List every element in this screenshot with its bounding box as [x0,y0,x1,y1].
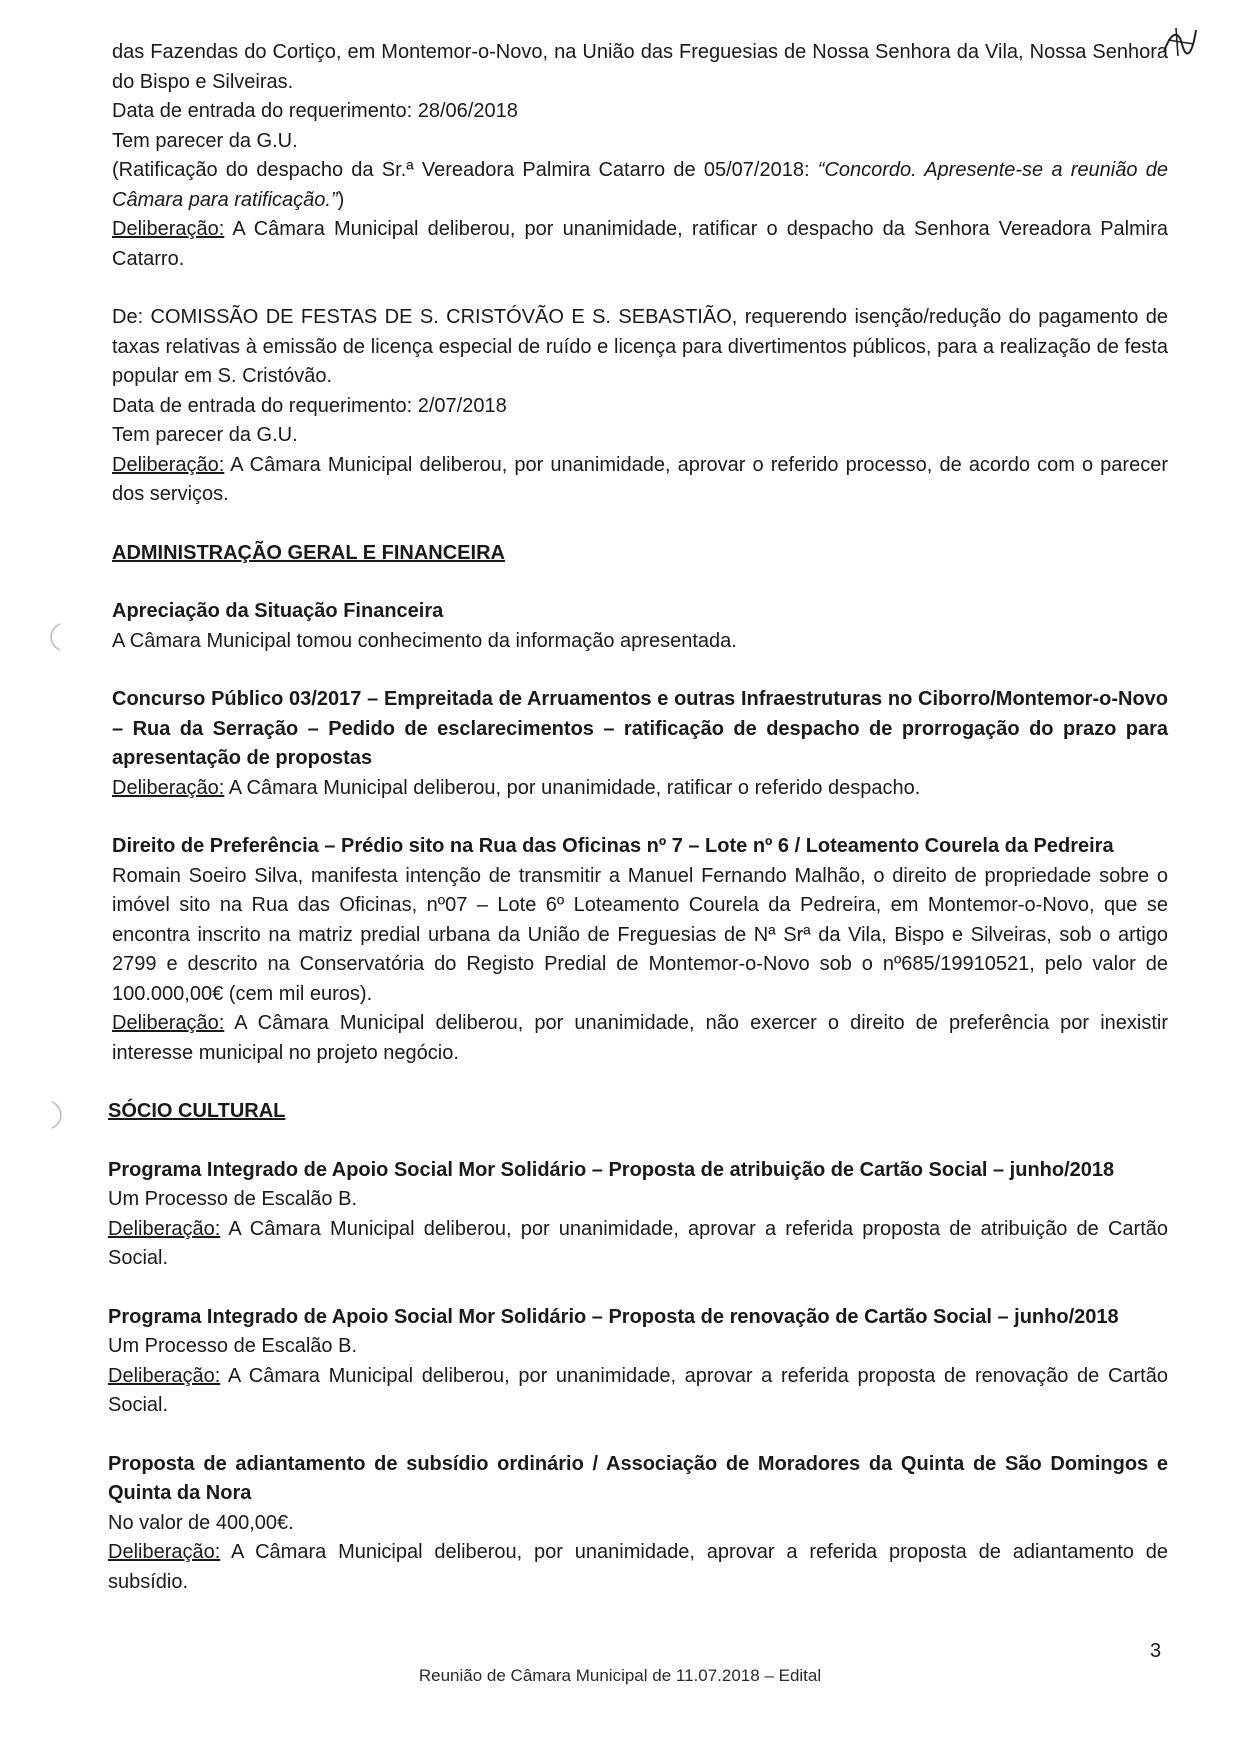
deliberation-label: Deliberação: [108,1364,221,1387]
paragraph: Um Processo de Escalão B. [108,1335,357,1357]
paragraph: De: COMISSÃO DE FESTAS DE S. CRISTÓVÃO E S. SEBASTIÃO, requerendo isenção/redução do pagamento de taxas relativas à emissão de licença especial de ruído e licença para divertimentos públicos, para a realização de festa popular em S. Cristóvão. [112,306,1168,387]
deliberation-text: A Câmara Municipal deliberou, por unanimidade, não exercer o direito de preferência por inexistir interesse municipal no projeto negócio. [112,1012,1168,1064]
deliberation [108,1215,1168,1274]
punch-hole-mark [42,620,64,654]
section-heading-socio: SÓCIO CULTURAL [108,1100,286,1122]
document-body [108,38,1168,1597]
paragraph: A Câmara Municipal tomou conhecimento da informação apresentada. [112,629,737,652]
section-heading-admin: ADMINISTRAÇÃO GERAL E FINANCEIRA [112,541,505,564]
deliberation-label: Deliberação: [112,1012,225,1034]
deliberation [112,774,1168,804]
deliberation-label: Deliberação: [112,453,225,476]
paragraph: das Fazendas do Cortiço, em Montemor-o-Novo, na União das Freguesias de Nossa Senhora da Vila, Nossa Senhora do Bispo e Silveiras. [112,41,1168,93]
deliberation-text: A Câmara Municipal deliberou, por unanimidade, aprovar a referida proposta de atribuição de Cartão Social. [108,1217,1168,1269]
deliberation-label: Deliberação: [112,776,225,799]
page-number: 3 [1150,1640,1162,1662]
paragraph: Tem parecer da G.U. [112,424,298,446]
deliberation [108,1362,1168,1421]
deliberation-text: A Câmara Municipal deliberou, por unanimidade, aprovar o referido processo, de acordo com o parecer dos serviços. [112,453,1168,505]
page-footer: Reunião de Câmara Municipal de 11.07.2018 – Edital [418,1666,822,1685]
paragraph: Um Processo de Escalão B. [108,1188,357,1210]
ratification-text: (Ratificação do despacho da Sr.ª Vereadora Palmira Catarro de 05/07/2018: [112,159,818,181]
socio-cultural-block [108,1097,1168,1597]
item-heading: Concurso Público 03/2017 – Empreitada de Arruamentos e outras Infraestruturas no Ciborro/Montemor-o-Novo – Rua da Serração – Pedido de esclarecimentos – ratificação de despacho de prorrogação do prazo para apresentação de propostas [112,688,1168,769]
deliberation [112,1009,1168,1068]
paragraph: Data de entrada do requerimento: 2/07/2018 [112,394,507,417]
paragraph: Tem parecer da G.U. [112,129,298,152]
deliberation-text: A Câmara Municipal deliberou, por unanimidade, ratificar o referido despacho. [224,776,921,799]
paragraph [112,156,1168,215]
deliberation-text: A Câmara Municipal deliberou, por unanimidade, aprovar a referida proposta de adiantamento de subsídio. [108,1541,1168,1593]
deliberation [112,215,1168,274]
deliberation-label: Deliberação: [112,218,225,240]
item-heading: Programa Integrado de Apoio Social Mor Solidário – Proposta de atribuição de Cartão Social – junho/2018 [108,1158,1115,1181]
item-heading: Direito de Preferência – Prédio sito na Rua das Oficinas nº 7 – Lote nº 6 / Loteamento Courela da Pedreira [112,835,1114,857]
ratification-close: ) [337,188,345,211]
deliberation [108,1538,1168,1597]
item-heading: Apreciação da Situação Financeira [112,600,444,622]
deliberation-label: Deliberação: [108,1541,221,1563]
ratification-quote: “Concordo. Apresente-se a reunião de Câmara para ratificação.” [112,159,1168,211]
item-heading: Programa Integrado de Apoio Social Mor Solidário – Proposta de renovação de Cartão Social – junho/2018 [108,1305,1119,1328]
deliberation-label: Deliberação: [108,1217,221,1240]
paragraph: No valor de 400,00€. [108,1511,294,1534]
paragraph: Romain Soeiro Silva, manifesta intenção de transmitir a Manuel Fernando Malhão, o direito de propriedade sobre o imóvel sito na Rua das Oficinas, nº07 – Lote 6º Loteamento Courela da Pedreira, em Montemor-o-Novo, que se encontra inscrito na matriz predial urbana da União de Freguesias de Nª Srª da Vila, Bispo e Silveiras, sob o artigo 2799 e descrito na Conservatória do Registo Predial de Montemor-o-Novo sob o nº685/19910521, pelo valor de 100.000,00€ (cem mil euros). [112,864,1168,1005]
deliberation-text: A Câmara Municipal deliberou, por unanimidade, aprovar a referida proposta de renovação de Cartão Social. [108,1364,1168,1416]
punch-hole-mark [48,1098,70,1132]
paragraph: Data de entrada do requerimento: 28/06/2018 [112,100,518,122]
deliberation-text: A Câmara Municipal deliberou, por unanimidade, ratificar o despacho da Senhora Vereadora Palmira Catarro. [112,218,1168,270]
deliberation [112,451,1168,510]
item-heading: Proposta de adiantamento de subsídio ordinário / Associação de Moradores da Quinta de São Domingos e Quinta da Nora [108,1452,1168,1504]
